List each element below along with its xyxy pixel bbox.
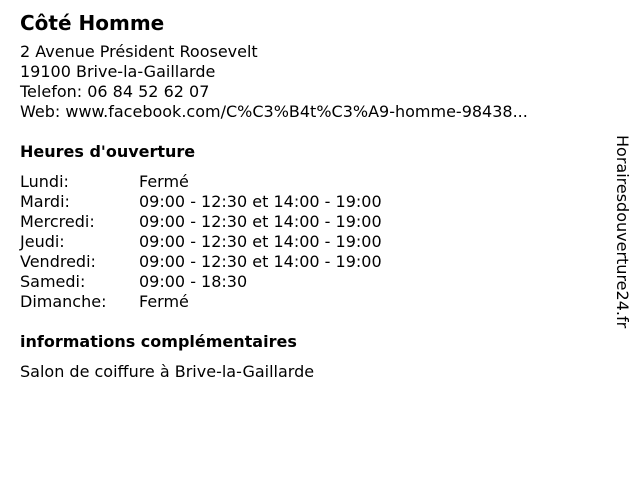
additional-info-text: Salon de coiffure à Brive-la-Gaillarde: [20, 362, 315, 381]
hours-day: Lundi:: [20, 172, 69, 191]
hours-time: 09:00 - 12:30 et 14:00 - 19:00: [139, 232, 382, 251]
business-listing: [20, 10, 600, 382]
business-name: Côté Homme: [20, 11, 165, 35]
hours-day: Vendredi:: [20, 252, 96, 271]
site-watermark: Horairesdouverture24.fr: [613, 135, 632, 329]
hours-time: 09:00 - 18:30: [139, 272, 248, 291]
website-link[interactable]: Web: www.facebook.com/C%C3%B4t%C3%A9-homme-98438...: [20, 102, 528, 121]
address-line-2: 19100 Brive-la-Gaillarde: [20, 62, 216, 81]
hours-day: Mardi:: [20, 192, 70, 211]
hours-day: Samedi:: [20, 272, 86, 291]
hours-row-monday: [20, 172, 600, 192]
hours-day: Jeudi:: [20, 232, 65, 251]
hours-row-tuesday: [20, 192, 600, 212]
phone-line: Telefon: 06 84 52 62 07: [20, 82, 210, 101]
additional-info-heading: informations complémentaires: [20, 332, 297, 351]
hours-row-saturday: [20, 272, 600, 292]
hours-day: Mercredi:: [20, 212, 95, 231]
hours-row-sunday: [20, 292, 600, 312]
hours-time: 09:00 - 12:30 et 14:00 - 19:00: [139, 212, 382, 231]
hours-time: Fermé: [139, 292, 189, 311]
hours-row-friday: [20, 252, 600, 272]
opening-hours-heading: Heures d'ouverture: [20, 142, 196, 161]
address-line-1: 2 Avenue Président Roosevelt: [20, 42, 258, 61]
hours-row-wednesday: [20, 212, 600, 232]
hours-time: Fermé: [139, 172, 189, 191]
opening-hours-table: [20, 172, 600, 312]
hours-row-thursday: [20, 232, 600, 252]
hours-day: Dimanche:: [20, 292, 107, 311]
hours-time: 09:00 - 12:30 et 14:00 - 19:00: [139, 192, 382, 211]
hours-time: 09:00 - 12:30 et 14:00 - 19:00: [139, 252, 382, 271]
